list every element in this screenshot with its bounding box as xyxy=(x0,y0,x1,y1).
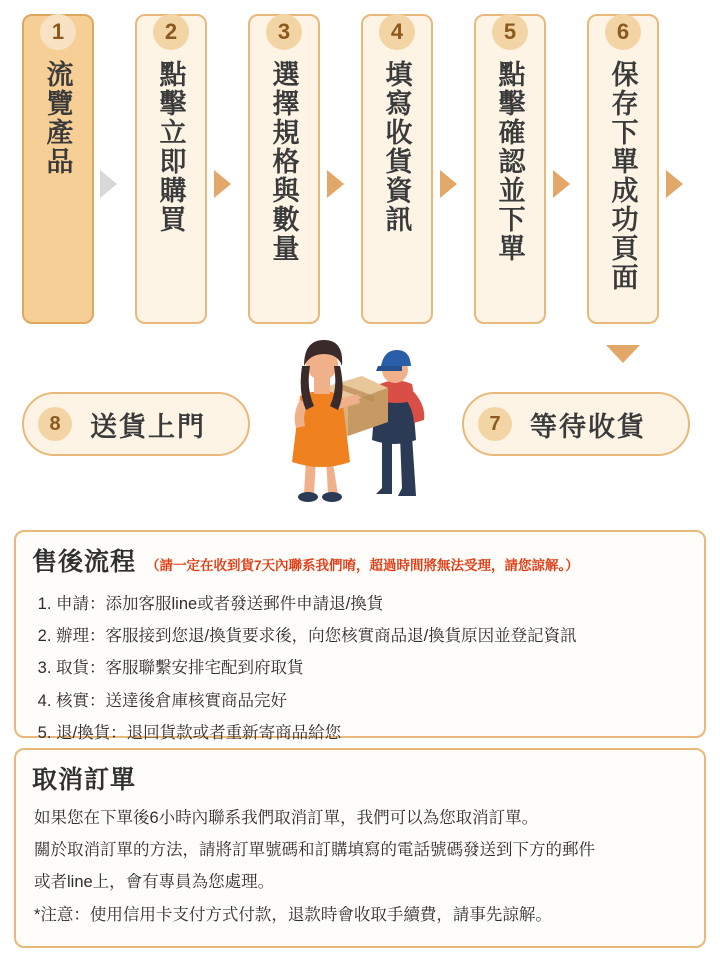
delivery-step-7-number: 7 xyxy=(478,407,512,441)
delivery-step-7[interactable] xyxy=(462,392,690,456)
flow-step-6-label: 保存下單成功頁面 xyxy=(607,60,638,292)
flow-step-1-label: 流覽產品 xyxy=(42,60,73,176)
flow-step-4-number: 4 xyxy=(379,14,415,50)
after-sales-list xyxy=(34,588,686,749)
flow-step-2-label: 點擊立即購買 xyxy=(155,60,186,234)
flow-step-2[interactable] xyxy=(135,14,207,324)
cancel-order-paragraph: 或者line上，會有專員為您處理。 xyxy=(34,873,275,892)
cancel-order-panel xyxy=(14,748,706,948)
after-sales-note: （請一定在收到貨7天內聯系我們唷，超過時間將無法受理，請您諒解。） xyxy=(146,558,579,573)
after-sales-title: 售後流程 xyxy=(32,548,137,576)
flow-arrow-1 xyxy=(100,170,117,198)
delivery-step-8[interactable] xyxy=(22,392,250,456)
list-item: 3. 取貨：客服聯繫安排宅配到府取貨 xyxy=(56,652,686,684)
flow-step-5-number: 5 xyxy=(492,14,528,50)
cancel-order-notice: *注意：使用信用卡支付方式付款，退款時會收取手續費，請事先諒解。 xyxy=(34,905,552,924)
cancel-order-paragraph: 如果您在下單後6小時內聯系我們取消訂單，我們可以為您取消訂單。 xyxy=(34,809,539,827)
flow-arrow-6 xyxy=(666,170,683,198)
delivery-status-row xyxy=(0,330,720,490)
cancel-order-paragraph: 關於取消訂單的方法，請將訂單號碼和訂購填寫的電話號碼發送到下方的郵件 xyxy=(34,841,595,860)
delivery-step-8-label: 送貨上門 xyxy=(90,411,206,442)
flow-step-3-label: 選擇規格與數量 xyxy=(268,60,299,263)
after-sales-panel xyxy=(14,530,706,742)
flow-arrow-3 xyxy=(327,170,344,198)
flow-step-2-number: 2 xyxy=(153,14,189,50)
flow-arrow-5 xyxy=(553,170,570,198)
cancel-order-header xyxy=(16,750,704,800)
delivery-step-7-label: 等待收貨 xyxy=(530,411,646,442)
flow-step-1-number: 1 xyxy=(40,14,76,50)
after-sales-header xyxy=(16,532,704,582)
flow-step-1[interactable] xyxy=(22,14,94,324)
after-sales-body xyxy=(16,582,704,761)
list-item: 1. 申請：添加客服line或者發送郵件申請退/換貨 xyxy=(56,588,686,620)
flow-step-5[interactable] xyxy=(474,14,546,324)
delivery-step-8-number: 8 xyxy=(38,407,72,441)
cancel-order-title: 取消訂單 xyxy=(32,766,137,794)
flow-step-6[interactable] xyxy=(587,14,659,324)
list-item: 2. 辦理：客服接到您退/換貨要求後，向您核實商品退/換貨原因並登記資訊 xyxy=(56,620,686,652)
flow-step-4-label: 填寫收貨資訊 xyxy=(381,60,412,234)
order-flow-steps xyxy=(0,0,720,330)
flow-step-5-label: 點擊確認並下單 xyxy=(494,60,525,263)
flow-step-3-number: 3 xyxy=(266,14,302,50)
cancel-order-body xyxy=(16,800,704,943)
flow-arrow-2 xyxy=(214,170,231,198)
flow-step-6-number: 6 xyxy=(605,14,641,50)
flow-step-3[interactable] xyxy=(248,14,320,324)
list-item: 4. 核實：送達後倉庫核實商品完好 xyxy=(56,685,686,717)
flow-step-4[interactable] xyxy=(361,14,433,324)
flow-arrow-4 xyxy=(440,170,457,198)
list-item: 5. 退/換貨：退回貨款或者重新寄商品給您 xyxy=(56,717,686,749)
